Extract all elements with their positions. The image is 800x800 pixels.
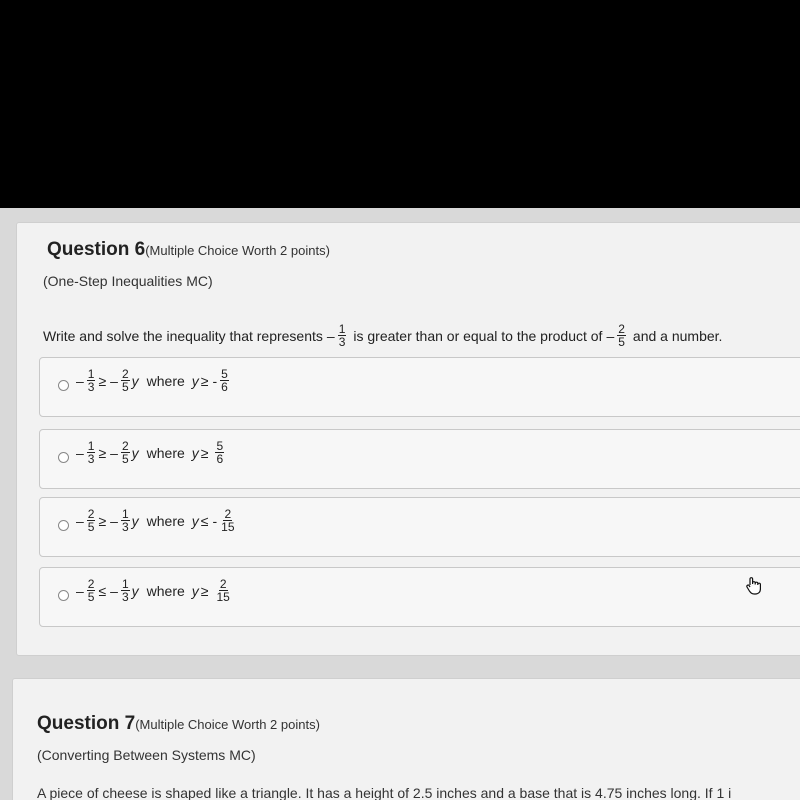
- radio-button-c[interactable]: [58, 520, 69, 531]
- option-a-solution-variable: y: [191, 372, 199, 389]
- option-a-expression: – $\frac{1}{3}$ ≥ – $\frac{2}{5}$ y where y ≥ - $\frac{5}{6}$: [76, 367, 228, 394]
- prompt-minus-2: –: [606, 327, 615, 344]
- option-a-rhs-fraction: $\frac{2}{5}$: [121, 367, 129, 394]
- option-d-where: where: [146, 582, 185, 599]
- question-7-number: Question 7: [37, 713, 136, 734]
- question-6-worth: (Multiple Choice Worth 2 points): [145, 243, 330, 258]
- prompt-fraction-1-den: 3: [338, 335, 346, 349]
- prompt-fraction-2-den: 5: [618, 335, 625, 349]
- option-b-where: where: [146, 444, 185, 461]
- quiz-page: [0, 208, 800, 800]
- option-d-rhs-fraction: $\frac{1}{3}$: [121, 577, 129, 604]
- question-6-topic: (One-Step Inequalities MC): [43, 273, 213, 289]
- answer-option-b[interactable]: [39, 429, 800, 489]
- question-7-topic: (Converting Between Systems MC): [37, 747, 256, 763]
- option-b-expression: – $\frac{1}{3}$ ≥ – $\frac{2}{5}$ y where y ≥ $\frac{5}{6}$: [76, 439, 224, 466]
- option-b-variable: y: [131, 444, 139, 461]
- option-b-operator: ≥: [98, 444, 107, 461]
- prompt-text-1: Write and solve the inequality that represents: [43, 327, 323, 344]
- prompt-text-3: and a number.: [632, 327, 723, 344]
- answer-option-d[interactable]: [39, 567, 800, 627]
- option-d-lhs-fraction: $\frac{2}{5}$: [87, 577, 95, 604]
- option-a-solution-fraction: $\frac{5}{6}$: [221, 367, 228, 394]
- option-a-operator: ≥: [98, 372, 107, 389]
- option-d-expression: – $\frac{2}{5}$ ≤ – $\frac{1}{3}$ y where y ≥ $\frac{2}{15}$: [76, 577, 230, 604]
- answer-option-c[interactable]: [39, 497, 800, 557]
- question-6-title: [47, 239, 330, 261]
- question-6-card: [16, 222, 800, 656]
- prompt-fraction-2: [617, 323, 626, 348]
- option-b-lhs-fraction: $\frac{1}{3}$: [87, 439, 95, 466]
- option-a-solution-sign: -: [212, 372, 218, 389]
- option-c-solution-sign: -: [212, 512, 218, 529]
- option-c-solution-variable: y: [191, 512, 199, 529]
- option-d-solution-fraction: $\frac{2}{15}$: [216, 577, 230, 604]
- question-7-worth: (Multiple Choice Worth 2 points): [135, 717, 320, 732]
- option-b-solution-operator: ≥: [200, 444, 209, 461]
- hand-pointer-icon: [744, 576, 764, 596]
- prompt-fraction-2-num: 2: [618, 322, 625, 336]
- option-a-lhs-fraction: $\frac{1}{3}$: [87, 367, 95, 394]
- radio-button-a[interactable]: [58, 380, 69, 391]
- answer-option-a[interactable]: [39, 357, 800, 417]
- option-d-variable: y: [131, 582, 139, 599]
- option-c-rhs-fraction: $\frac{1}{3}$: [121, 507, 129, 534]
- question-6-prompt: [43, 323, 722, 348]
- option-c-operator: ≥: [98, 512, 107, 529]
- option-a-where: where: [146, 372, 185, 389]
- question-7-card: [12, 678, 800, 800]
- radio-button-b[interactable]: [58, 452, 69, 463]
- question-7-body: A piece of cheese is shaped like a triangle. It has a height of 2.5 inches and a base that is 4.75 inches long. If 1 i: [37, 785, 732, 800]
- option-a-solution-operator: ≥: [200, 372, 209, 389]
- option-c-variable: y: [131, 512, 139, 529]
- option-d-operator: ≤: [98, 582, 107, 599]
- prompt-fraction-1-num: 1: [338, 322, 346, 336]
- prompt-text-2: is greater than or equal to the product of: [353, 327, 603, 344]
- option-c-where: where: [146, 512, 185, 529]
- option-a-variable: y: [131, 372, 139, 389]
- option-c-lhs-fraction: $\frac{2}{5}$: [87, 507, 95, 534]
- option-c-solution-fraction: $\frac{2}{15}$: [221, 507, 235, 534]
- prompt-minus-1: –: [326, 327, 335, 344]
- option-c-expression: – $\frac{2}{5}$ ≥ – $\frac{1}{3}$ y where y ≤ - $\frac{2}{15}$: [76, 507, 235, 534]
- question-7-title: [37, 713, 320, 735]
- option-b-solution-fraction: $\frac{5}{6}$: [216, 439, 224, 466]
- option-b-rhs-fraction: $\frac{2}{5}$: [121, 439, 129, 466]
- option-d-solution-operator: ≥: [200, 582, 209, 599]
- option-d-solution-variable: y: [191, 582, 199, 599]
- prompt-fraction-1: [338, 323, 347, 348]
- option-b-solution-variable: y: [191, 444, 199, 461]
- option-c-solution-operator: ≤: [200, 512, 209, 529]
- radio-button-d[interactable]: [58, 590, 69, 601]
- question-6-number: Question 6: [47, 239, 146, 260]
